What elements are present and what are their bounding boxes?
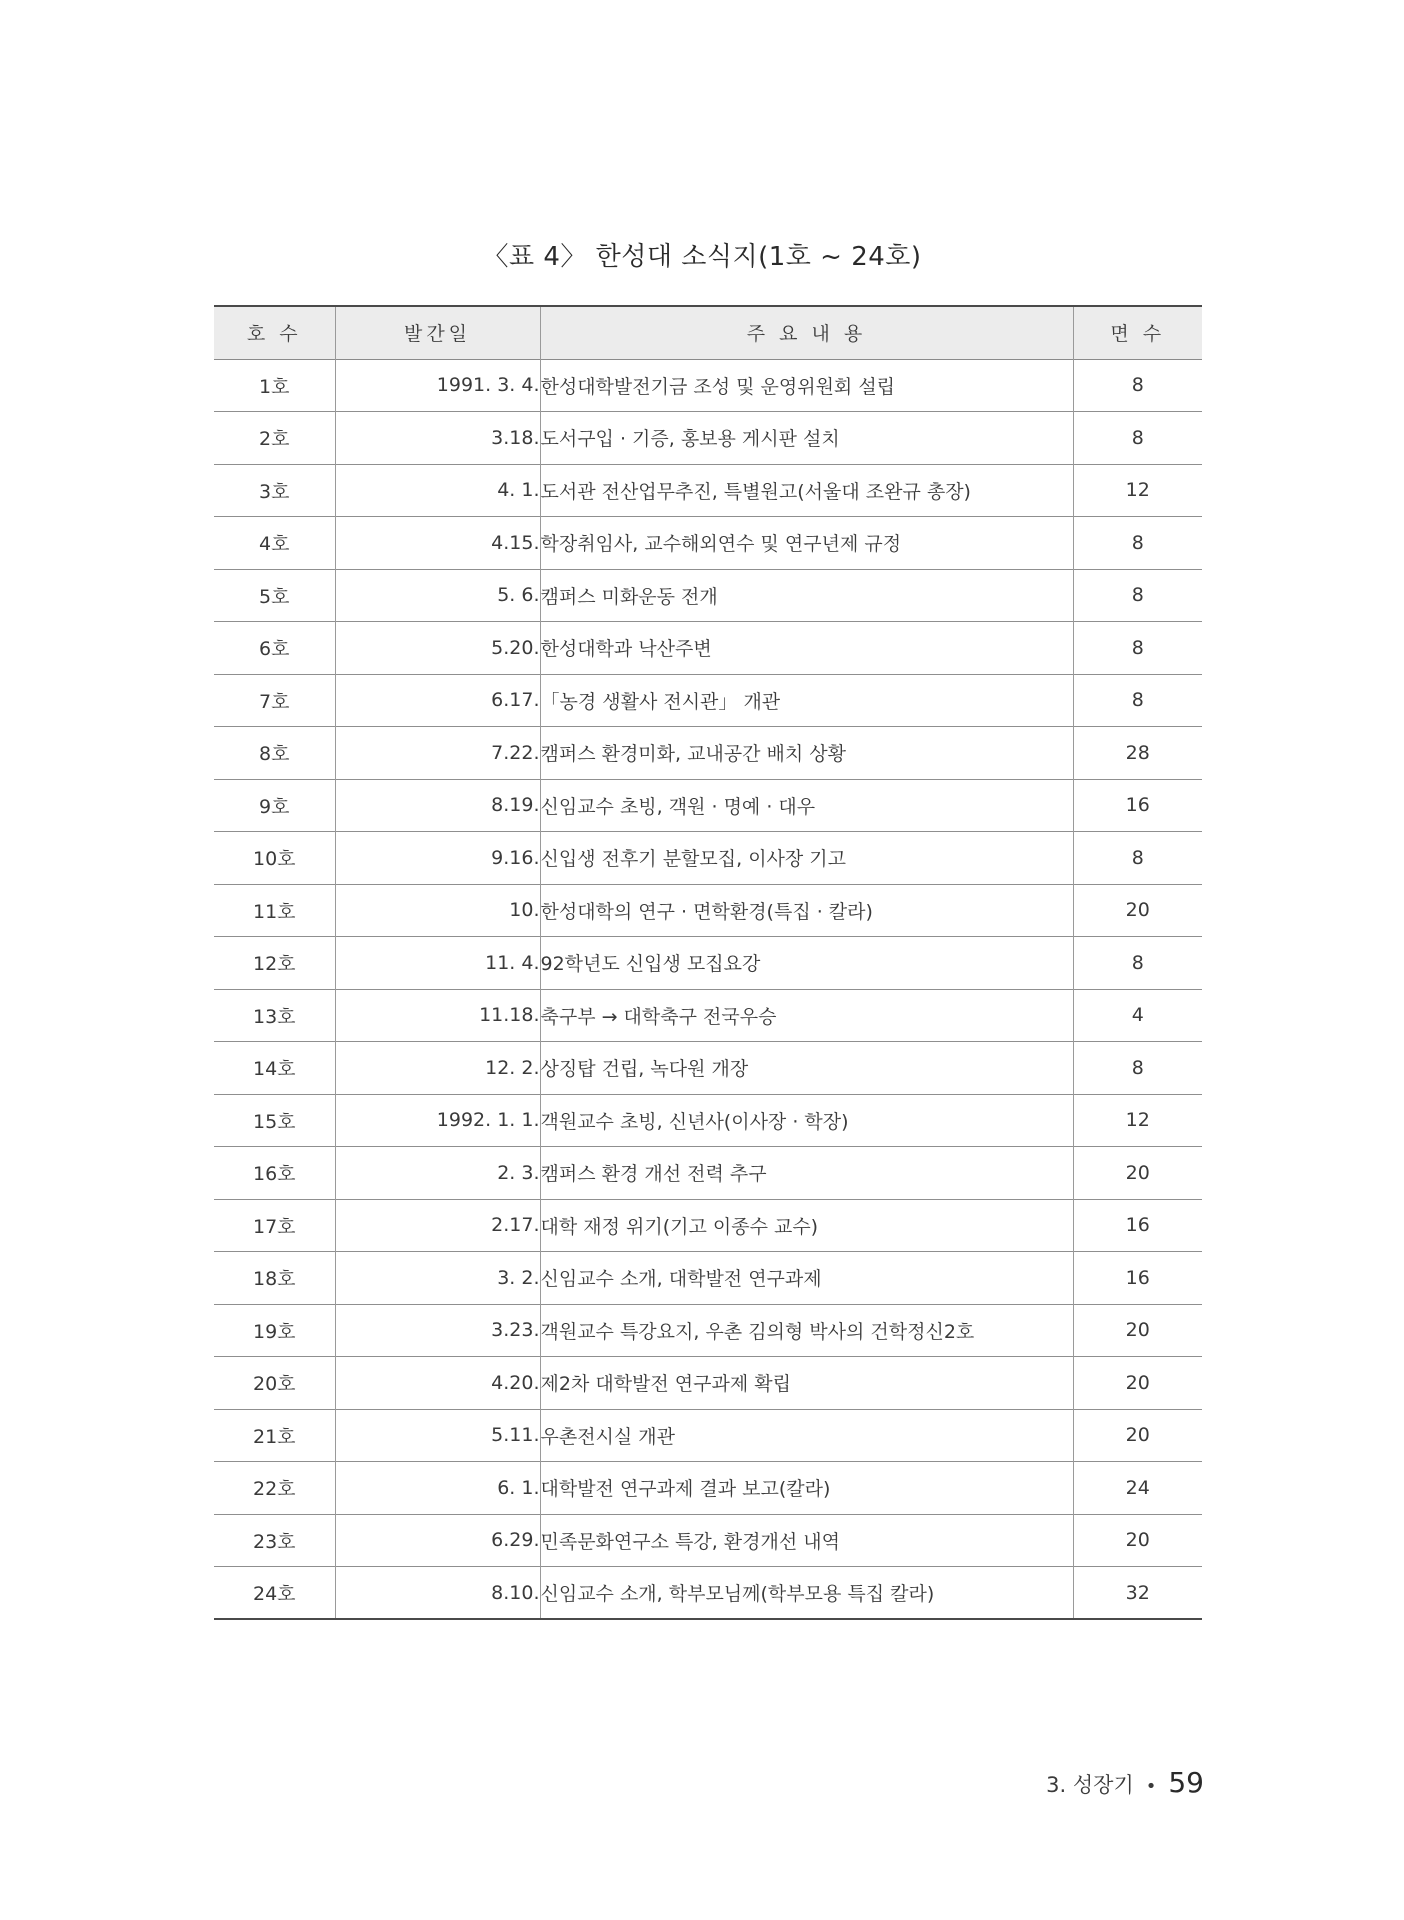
cell-page-count: 12: [1073, 1094, 1202, 1147]
page-footer: [1046, 1766, 1204, 1799]
cell-main-content: 한성대학발전기금 조성 및 운영위원회 설립: [540, 359, 1073, 412]
cell-issue-number: 11호: [252, 900, 296, 923]
cell-issue-number: 10호: [252, 848, 296, 871]
cell-issue-number: 24호: [252, 1583, 296, 1605]
cell-issue-number: 9호: [259, 795, 290, 818]
cell-issue-number: 8호: [259, 743, 290, 766]
table-row: [214, 779, 1202, 832]
cell-publish-date: 9.16.: [335, 832, 540, 885]
cell-main-content: 신입생 전후기 분할모집, 이사장 기고: [540, 832, 1073, 885]
cell-page-count: 8: [1073, 937, 1202, 990]
table-row: [214, 569, 1202, 622]
cell-main-content: 한성대학과 낙산주변: [540, 622, 1073, 675]
cell-issue-number: 12호: [252, 953, 296, 976]
cell-main-content: 신임교수 초빙, 객원 · 명예 · 대우: [540, 779, 1073, 832]
cell-main-content: 학장취임사, 교수해외연수 및 연구년제 규정: [540, 517, 1073, 570]
cell-main-content: 캠퍼스 환경 개선 전력 추구: [540, 1147, 1073, 1200]
header-page-count: 면 수: [1073, 306, 1202, 359]
cell-publish-date: 4. 1.: [335, 464, 540, 517]
table-row: [214, 1094, 1202, 1147]
chapter-label: 3. 성장기: [1046, 1773, 1134, 1797]
cell-publish-date: 6.17.: [335, 674, 540, 727]
cell-issue-number: 15호: [252, 1110, 296, 1133]
cell-publish-date: 1991. 3. 4.: [335, 359, 540, 412]
table-body: [214, 359, 1202, 1619]
cell-page-count: 20: [1073, 1147, 1202, 1200]
cell-main-content: 우촌전시실 개관: [540, 1409, 1073, 1462]
table-row: [214, 464, 1202, 517]
cell-page-count: 28: [1073, 727, 1202, 780]
table-row: [214, 1042, 1202, 1095]
table-row: [214, 1567, 1202, 1620]
cell-publish-date: 2. 3.: [335, 1147, 540, 1200]
cell-page-count: 8: [1073, 359, 1202, 412]
cell-page-count: 8: [1073, 622, 1202, 675]
cell-issue-number: 2호: [259, 428, 290, 451]
cell-page-count: 8: [1073, 517, 1202, 570]
cell-main-content: 도서구입 · 기증, 홍보용 게시판 설치: [540, 412, 1073, 465]
cell-main-content: 객원교수 초빙, 신년사(이사장 · 학장): [540, 1094, 1073, 1147]
table-row: [214, 1252, 1202, 1305]
bullet-separator: •: [1145, 1776, 1157, 1797]
cell-publish-date: 4.20.: [335, 1357, 540, 1410]
cell-page-count: 8: [1073, 832, 1202, 885]
table-row: [214, 1462, 1202, 1515]
cell-issue-number: 23호: [252, 1530, 296, 1553]
cell-publish-date: 8.19.: [335, 779, 540, 832]
table-row: [214, 1357, 1202, 1410]
cell-page-count: 20: [1073, 1409, 1202, 1462]
cell-page-count: 8: [1073, 569, 1202, 622]
table-row: [214, 989, 1202, 1042]
table-row: [214, 412, 1202, 465]
cell-page-count: 32: [1073, 1567, 1202, 1620]
cell-publish-date: 5.20.: [335, 622, 540, 675]
cell-publish-date: 5.11.: [335, 1409, 540, 1462]
cell-main-content: 신임교수 소개, 학부모님께(학부모용 특집 칼라): [540, 1567, 1073, 1620]
cell-publish-date: 6.29.: [335, 1514, 540, 1567]
table-caption: 〈표 4〉 한성대 소식지(1호 ~ 24호): [482, 242, 922, 272]
cell-main-content: 한성대학의 연구 · 면학환경(특집 · 칼라): [540, 884, 1073, 937]
cell-issue-number: 22호: [252, 1478, 296, 1501]
page-number: 59: [1168, 1766, 1204, 1799]
table-header-row: [214, 306, 1202, 359]
cell-page-count: 8: [1073, 412, 1202, 465]
cell-publish-date: 3. 2.: [335, 1252, 540, 1305]
cell-publish-date: 8.10.: [335, 1567, 540, 1620]
table-row: [214, 1199, 1202, 1252]
cell-page-count: 16: [1073, 1252, 1202, 1305]
table-row: [214, 832, 1202, 885]
cell-issue-number: 4호: [259, 533, 290, 556]
cell-main-content: 대학발전 연구과제 결과 보고(칼라): [540, 1462, 1073, 1515]
cell-main-content: 「농경 생활사 전시관」 개관: [540, 674, 1073, 727]
cell-publish-date: 11. 4.: [335, 937, 540, 990]
cell-main-content: 제2차 대학발전 연구과제 확립: [540, 1357, 1073, 1410]
cell-main-content: 축구부 → 대학축구 전국우승: [540, 989, 1073, 1042]
table-row: [214, 1304, 1202, 1357]
cell-main-content: 도서관 전산업무추진, 특별원고(서울대 조완규 총장): [540, 464, 1073, 517]
cell-page-count: 16: [1073, 1199, 1202, 1252]
header-issue-number: 호 수: [246, 323, 302, 346]
cell-publish-date: 2.17.: [335, 1199, 540, 1252]
cell-main-content: 캠퍼스 환경미화, 교내공간 배치 상황: [540, 727, 1073, 780]
cell-publish-date: 3.18.: [335, 412, 540, 465]
cell-main-content: 92학년도 신입생 모집요강: [540, 937, 1073, 990]
cell-issue-number: 3호: [259, 480, 290, 503]
cell-issue-number: 20호: [252, 1373, 296, 1396]
cell-issue-number: 21호: [252, 1425, 296, 1448]
cell-page-count: 16: [1073, 779, 1202, 832]
cell-main-content: 캠퍼스 미화운동 전개: [540, 569, 1073, 622]
table-row: [214, 1147, 1202, 1200]
cell-publish-date: 6. 1.: [335, 1462, 540, 1515]
cell-publish-date: 10.: [335, 884, 540, 937]
cell-page-count: 12: [1073, 464, 1202, 517]
table-row: [214, 517, 1202, 570]
cell-main-content: 상징탑 건립, 녹다원 개장: [540, 1042, 1073, 1095]
table-row: [214, 937, 1202, 990]
table-row: [214, 727, 1202, 780]
cell-issue-number: 16호: [252, 1163, 296, 1186]
header-publish-date: 발간일: [335, 306, 540, 359]
table-row: [214, 884, 1202, 937]
table-row: [214, 674, 1202, 727]
cell-issue-number: 6호: [259, 638, 290, 661]
cell-publish-date: 1992. 1. 1.: [335, 1094, 540, 1147]
cell-publish-date: 12. 2.: [335, 1042, 540, 1095]
cell-publish-date: 3.23.: [335, 1304, 540, 1357]
cell-main-content: 객원교수 특강요지, 우촌 김의형 박사의 건학정신2호: [540, 1304, 1073, 1357]
table-row: [214, 359, 1202, 412]
cell-issue-number: 7호: [259, 690, 290, 713]
cell-page-count: 8: [1073, 674, 1202, 727]
table-row: [214, 622, 1202, 675]
cell-issue-number: 5호: [259, 585, 290, 608]
cell-issue-number: 18호: [252, 1268, 296, 1291]
cell-page-count: 20: [1073, 1357, 1202, 1410]
cell-main-content: 대학 재정 위기(기고 이종수 교수): [540, 1199, 1073, 1252]
cell-publish-date: 4.15.: [335, 517, 540, 570]
table-row: [214, 1514, 1202, 1567]
cell-main-content: 신임교수 소개, 대학발전 연구과제: [540, 1252, 1073, 1305]
cell-page-count: 20: [1073, 884, 1202, 937]
cell-main-content: 민족문화연구소 특강, 환경개선 내역: [540, 1514, 1073, 1567]
cell-page-count: 20: [1073, 1514, 1202, 1567]
cell-page-count: 24: [1073, 1462, 1202, 1515]
cell-page-count: 8: [1073, 1042, 1202, 1095]
cell-page-count: 4: [1073, 989, 1202, 1042]
cell-issue-number: 1호: [259, 375, 290, 398]
cell-issue-number: 19호: [252, 1320, 296, 1343]
cell-publish-date: 7.22.: [335, 727, 540, 780]
cell-issue-number: 17호: [252, 1215, 296, 1238]
newsletter-table: [214, 305, 1202, 1620]
cell-page-count: 20: [1073, 1304, 1202, 1357]
cell-publish-date: 5. 6.: [335, 569, 540, 622]
cell-issue-number: 13호: [252, 1005, 296, 1028]
cell-publish-date: 11.18.: [335, 989, 540, 1042]
table-row: [214, 1409, 1202, 1462]
cell-issue-number: 14호: [252, 1058, 296, 1081]
header-main-content: 주 요 내 용: [540, 306, 1073, 359]
